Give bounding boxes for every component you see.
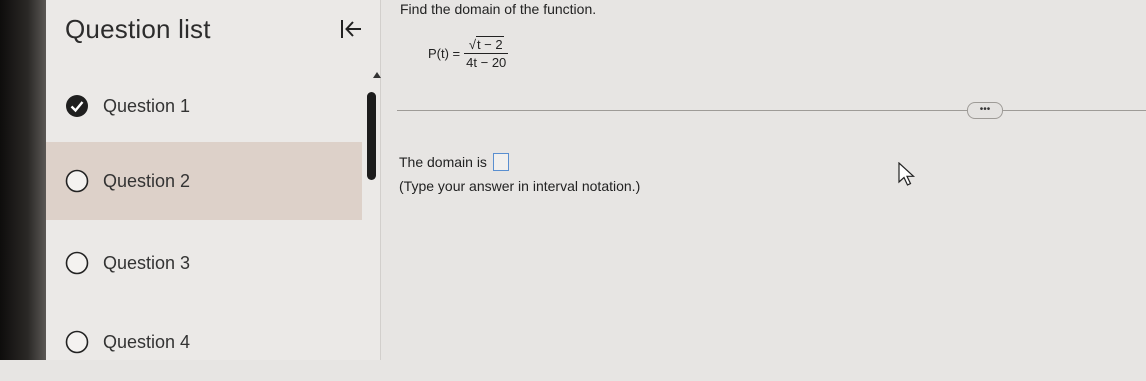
sidebar-scrollbar-thumb[interactable]	[367, 92, 376, 180]
question-label: Question 2	[103, 170, 191, 191]
answer-hint: (Type your answer in interval notation.)	[399, 178, 641, 194]
collapse-left-icon	[339, 18, 363, 40]
function-name: P(t) =	[428, 45, 461, 61]
sidebar-item-question-4[interactable]	[46, 303, 362, 381]
unanswered-circle-icon	[65, 251, 89, 275]
sidebar-item-question-3[interactable]	[46, 224, 362, 302]
unanswered-circle-icon	[65, 330, 89, 354]
answer-prefix: The domain is	[399, 154, 487, 170]
question-list-sidebar	[46, 0, 381, 360]
function-formula	[428, 36, 508, 70]
question-label: Question 1	[103, 95, 191, 116]
unanswered-circle-icon	[65, 169, 89, 193]
more-options-button[interactable]: •••	[967, 102, 1003, 119]
collapse-sidebar-button[interactable]	[337, 14, 365, 44]
question-label: Question 4	[103, 331, 191, 352]
mouse-pointer-icon	[897, 162, 917, 188]
section-divider	[397, 110, 1146, 111]
answer-row	[399, 153, 509, 171]
sidebar-item-question-2[interactable]	[46, 142, 362, 220]
sidebar-title: Question list	[65, 14, 211, 44]
question-instruction: Find the domain of the function.	[400, 1, 597, 17]
radicand: t − 2	[476, 37, 503, 52]
question-label: Question 3	[103, 252, 191, 273]
sqrt-symbol: √	[468, 37, 476, 52]
fraction-numerator	[467, 36, 506, 53]
sidebar-item-question-1[interactable]	[46, 67, 362, 145]
answer-input[interactable]	[493, 153, 509, 171]
fraction-denominator: 4t − 20	[466, 55, 507, 70]
question-panel	[381, 0, 1146, 360]
screen-edge	[0, 0, 46, 360]
fraction	[464, 36, 508, 70]
completed-check-icon	[65, 94, 89, 118]
